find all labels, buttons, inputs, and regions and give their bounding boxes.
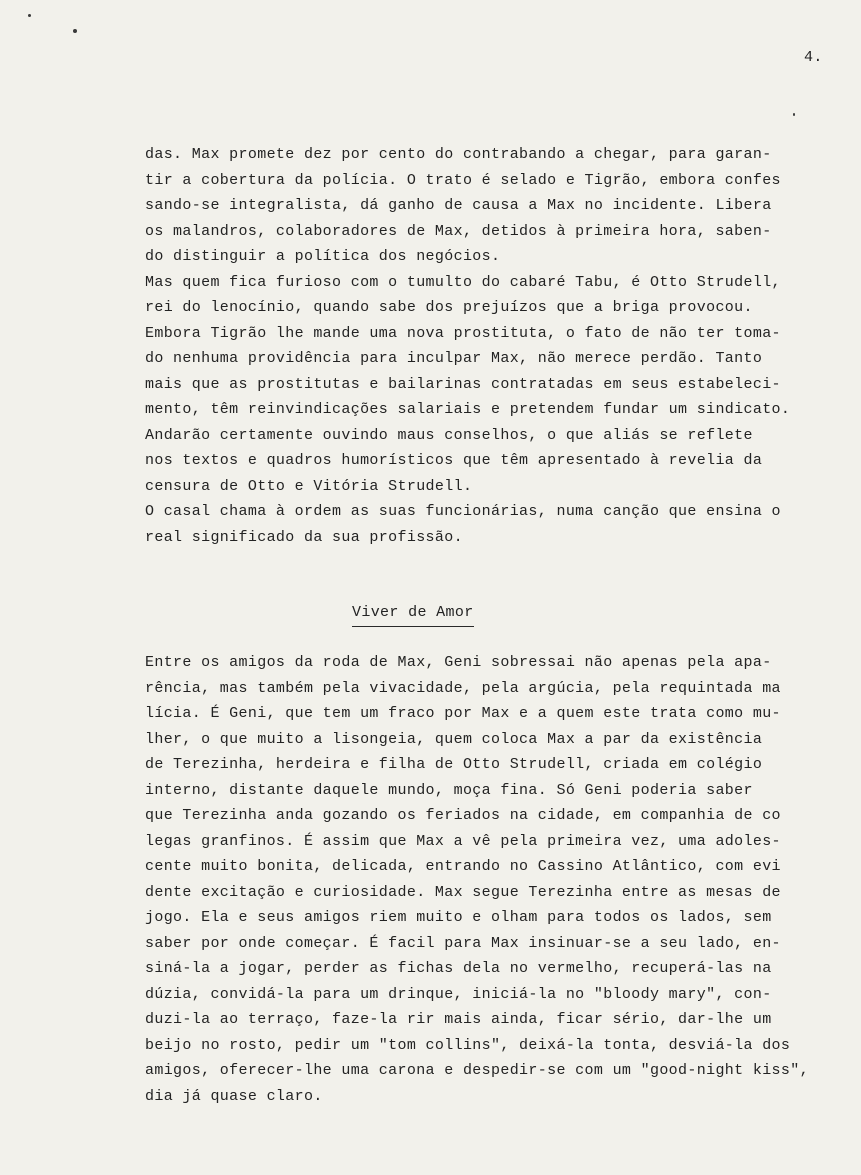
text-line: O casal chama à ordem as suas funcionárias, numa canção que ensina o [145, 503, 781, 520]
text-line: que Terezinha anda gozando os feriados na cidade, em companhia de co [145, 807, 781, 824]
text-line: duzi-la ao terraço, faze-la rir mais ainda, ficar sério, dar-lhe um [145, 1011, 772, 1028]
text-line: siná-la a jogar, perder as fichas dela no vermelho, recuperá-las na [145, 960, 772, 977]
paper-speck [28, 14, 31, 17]
text-line: do nenhuma providência para inculpar Max, não merece perdão. Tanto [145, 350, 763, 367]
text-line: amigos, oferecer-lhe uma carona e despedir-se com um "good-night kiss", [145, 1062, 809, 1079]
text-line: tir a cobertura da polícia. O trato é selado e Tigrão, embora confes [145, 171, 781, 189]
text-line: censura de Otto e Vitória Strudell. [145, 477, 473, 495]
text-line: nos textos e quadros humorísticos que têm apresentado à revelia da [145, 452, 763, 469]
page-number: 4. [804, 49, 823, 66]
text-line: de Terezinha, herdeira e filha de Otto Strudell, criada em colégio [145, 756, 763, 773]
text-line: lícia. É Geni, que tem um fraco por Max e a quem este trata como mu- [145, 705, 781, 722]
text-line: Embora Tigrão lhe mande uma nova prostituta, o fato de não ter toma- [145, 324, 781, 342]
text-line: do distinguir a política dos negócios. [145, 248, 501, 265]
text-line: dúzia, convidá-la para um drinque, iniciá-la no "bloody mary", con- [145, 985, 772, 1003]
body-text-bottom [145, 650, 857, 1109]
text-line: jogo. Ela e seus amigos riem muito e olham para todos os lados, sem [145, 909, 772, 926]
text-line: rei do lenocínio, quando sabe dos prejuízos que a briga provocou. [145, 299, 753, 316]
text-line: cente muito bonita, delicada, entrando no Cassino Atlântico, com evi [145, 858, 781, 875]
text-line: sando-se integralista, dá ganho de causa a Max no incidente. Libera [145, 197, 772, 214]
text-line: mento, têm reinvindicações salariais e pretendem fundar um sindicato. [145, 401, 791, 418]
section-title: Viver de Amor [352, 600, 474, 627]
text-line: Entre os amigos da roda de Max, Geni sobressai não apenas pela apa- [145, 654, 772, 671]
text-line: das. Max promete dez por cento do contrabando a chegar, para garan- [145, 146, 772, 163]
text-line: interno, distante daquele mundo, moça fina. Só Geni poderia saber [145, 781, 753, 799]
text-line: real significado da sua profissão. [145, 528, 463, 546]
text-line: os malandros, colaboradores de Max, detidos à primeira hora, saben- [145, 222, 772, 240]
text-line: rência, mas também pela vivacidade, pela argúcia, pela requintada ma [145, 679, 781, 697]
text-line: Mas quem fica furioso com o tumulto do cabaré Tabu, é Otto Strudell, [145, 273, 781, 291]
text-line: mais que as prostitutas e bailarinas contratadas em seus estabeleci- [145, 375, 781, 393]
text-line: beijo no rosto, pedir um "tom collins", deixá-la tonta, desviá-la dos [145, 1036, 791, 1054]
text-line: dente excitação e curiosidade. Max segue Terezinha entre as mesas de [145, 883, 781, 901]
paper-speck [793, 113, 795, 116]
text-line: Andarão certamente ouvindo maus conselhos, o que aliás se reflete [145, 426, 753, 444]
text-line: lher, o que muito a lisongeia, quem coloca Max a par da existência [145, 730, 763, 748]
body-text-top [145, 142, 857, 550]
paper-speck [73, 29, 77, 33]
text-line: dia já quase claro. [145, 1087, 323, 1105]
text-line: saber por onde começar. É facil para Max insinuar-se a seu lado, en- [145, 934, 781, 952]
text-line: legas granfinos. É assim que Max a vê pela primeira vez, uma adoles- [145, 832, 781, 850]
